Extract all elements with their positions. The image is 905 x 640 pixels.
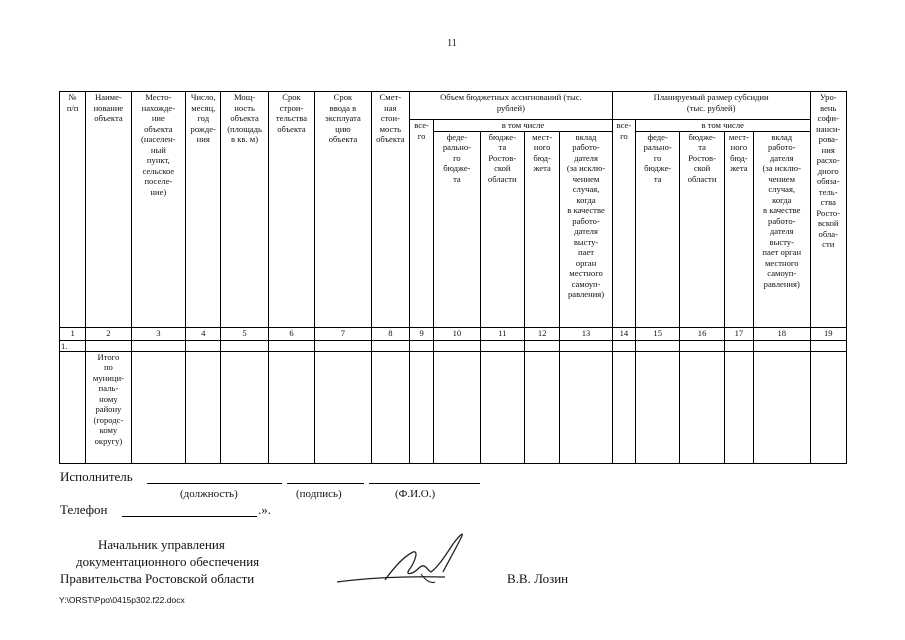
executor-label: Исполнитель [60,469,133,484]
header-number: № п/п [60,92,86,328]
header-subsidy-total: все- го [612,120,635,328]
col-num: 7 [315,327,371,340]
position-caption: (должность) [180,488,238,500]
header-subsidy-employer: вклад работо- дателя (за исклю- чением случая, когда в качестве работо- дателя высту- пает орган местного самоуп- равления) [754,131,811,327]
file-path: Y:\ORST\Ppo\0415p302.f22.docx [59,595,185,605]
header-capacity: Мощ- ность объекта (площадь в кв. м) [221,92,268,328]
header-subsidy-group: Планируемый размер субсидии (тыс. рублей) [612,92,810,120]
name-line [369,483,480,484]
position-line [147,483,282,484]
header-cofinancing-level: Уро- вень софи- нанси- рова- ния расхо- дного обяза- тель- ства Росто- вской обла- сти [810,92,847,328]
chief-title-line2: документационного обеспечения [76,554,260,569]
col-num: 10 [434,327,480,340]
col-num: 15 [636,327,680,340]
col-num: 5 [221,327,268,340]
chief-title-line3: Правительства Ростовской области [60,571,255,586]
header-subsidy-local: мест- ного бюд- жета [724,131,753,327]
col-num: 2 [86,327,131,340]
phone-end: .». [258,502,271,517]
phone-label: Телефон [60,502,108,517]
chief-title-line1: Начальник управления [98,537,225,552]
chief-name: В.В. Лозин [507,571,569,586]
header-subsidy-regional: бюдже- та Ростов- ской области [680,131,724,327]
header-subsidy-federal: феде- рально- го бюдже- та [636,131,680,327]
header-object-name: Наиме- нование объекта [86,92,131,328]
column-number-row [60,327,847,340]
header-budget-federal: феде- рально- го бюдже- та [434,131,480,327]
col-num: 12 [524,327,559,340]
handwritten-signature [335,526,475,590]
col-num: 16 [680,327,724,340]
header-budget-employer: вклад работо- дателя (за исклю- чением случая, когда в качестве работо- дателя высту- пает орган местного самоуп- равления) [560,131,613,327]
budget-table [59,91,847,464]
phone-line [122,516,257,517]
header-construction-term: Срок строи- тельства объекта [268,92,314,328]
header-location: Место- нахожде- ние объекта (населен- ный пункт, сельское поселе- ние) [131,92,185,328]
table-row [60,340,847,351]
header-estimated-cost: Смет- ная стои- мость объекта [371,92,409,328]
header-budget-incl: в том числе [434,120,613,132]
col-num: 1 [60,327,86,340]
header-budget-regional: бюдже- та Ростов- ской области [480,131,524,327]
header-subsidy-incl: в том числе [636,120,811,132]
col-num: 3 [131,327,185,340]
signature-caption: (подпись) [296,488,342,500]
name-caption: (Ф.И.О.) [395,488,436,500]
col-num: 9 [410,327,434,340]
total-label: Итого по муници- паль- ному району (городс- кому округу) [86,351,131,463]
row-number: 1. [60,340,86,351]
col-num: 18 [754,327,811,340]
total-row [60,351,847,463]
signature-line [287,483,364,484]
col-num: 8 [371,327,409,340]
header-commissioning-term: Срок ввода в эксплуата цию объекта [315,92,371,328]
col-num: 11 [480,327,524,340]
col-num: 14 [612,327,635,340]
col-num: 6 [268,327,314,340]
header-date: Число, месяц, год рожде- ния [186,92,221,328]
col-num: 17 [724,327,753,340]
col-num: 13 [560,327,613,340]
col-num: 19 [810,327,847,340]
header-budget-total: все- го [410,120,434,328]
header-budget-local: мест- ного бюд- жета [524,131,559,327]
page-number: 11 [447,38,457,49]
col-num: 4 [186,327,221,340]
header-budget-group: Объем бюджетных ассигнований (тыс. рублей) [410,92,613,120]
